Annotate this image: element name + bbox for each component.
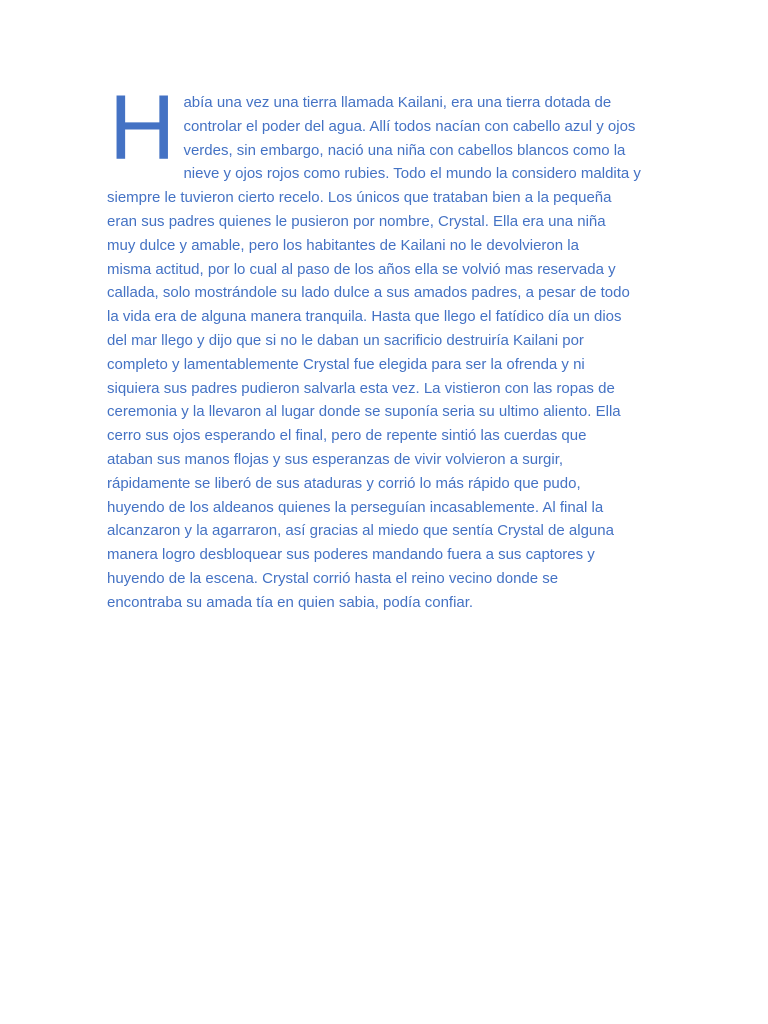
paragraph-line-10: la vida era de alguna manera tranquila. Hasta que llego el fatídico día un dios bbox=[107, 308, 622, 326]
paragraph-line-6: eran sus padres quienes le pusieron por nombre, Crystal. Ella era una niña bbox=[107, 212, 606, 230]
paragraph-line-19: alcanzaron y la agarraron, así gracias al miedo que sentía Crystal de alguna bbox=[107, 522, 614, 540]
paragraph-line-4: nieve y ojos rojos como rubies. Todo el mundo la considero maldita y bbox=[183, 165, 641, 183]
paragraph-line-12: completo y lamentablemente Crystal fue elegida para ser la ofrenda y ni bbox=[107, 355, 585, 373]
paragraph-line-9: callada, solo mostrándole su lado dulce a sus amados padres, a pesar de todo bbox=[107, 284, 630, 302]
paragraph-line-8: misma actitud, por lo cual al paso de los años ella se volvió mas reservada y bbox=[107, 260, 616, 278]
paragraph-line-22: encontraba su amada tía en quien sabia, podía confiar. bbox=[107, 593, 474, 611]
paragraph-line-1: abía una vez una tierra llamada Kailani, era una tierra dotada de bbox=[183, 94, 612, 111]
paragraph-line-15: cerro sus ojos esperando el final, pero de repente sintió las cuerdas que bbox=[107, 427, 587, 445]
paragraph-line-7: muy dulce y amable, pero los habitantes de Kailani no le devolvieron la bbox=[107, 236, 579, 254]
paragraph-line-13: siquiera sus padres pudieron salvarla esta vez. La vistieron con las ropas de bbox=[107, 379, 615, 397]
paragraph-line-5: siempre le tuvieron cierto recelo. Los únicos que trataban bien a la pequeña bbox=[107, 189, 612, 207]
paragraph-line-11: del mar llego y dijo que si no le daban un sacrificio destruiría Kailani por bbox=[107, 331, 584, 349]
story-paragraph bbox=[107, 77, 663, 615]
paragraph-line-20: manera logro desbloquear sus poderes mandando fuera a sus captores y bbox=[107, 546, 595, 564]
paragraph-line-14: ceremonia y la llevaron al lugar donde se suponía seria su ultimo aliento. Ella bbox=[107, 403, 621, 421]
paragraph-line-17: rápidamente se liberó de sus ataduras y corrió lo más rápido que pudo, bbox=[107, 474, 581, 492]
paragraph-line-2: controlar el poder del agua. Allí todos nacían con cabello azul y ojos bbox=[183, 117, 636, 135]
paragraph-line-18: huyendo de los aldeanos quienes la perseguían incasablemente. Al final la bbox=[107, 498, 604, 516]
paragraph-line-3: verdes, sin embargo, nació una niña con cabellos blancos como la bbox=[183, 141, 626, 159]
paragraph-line-21: huyendo de la escena. Crystal corrió hasta el reino vecino donde se bbox=[107, 569, 559, 587]
paragraph-line-16: ataban sus manos flojas y sus esperanzas de vivir volvieron a surgir, bbox=[107, 450, 564, 468]
drop-cap-letter: H bbox=[109, 77, 176, 179]
